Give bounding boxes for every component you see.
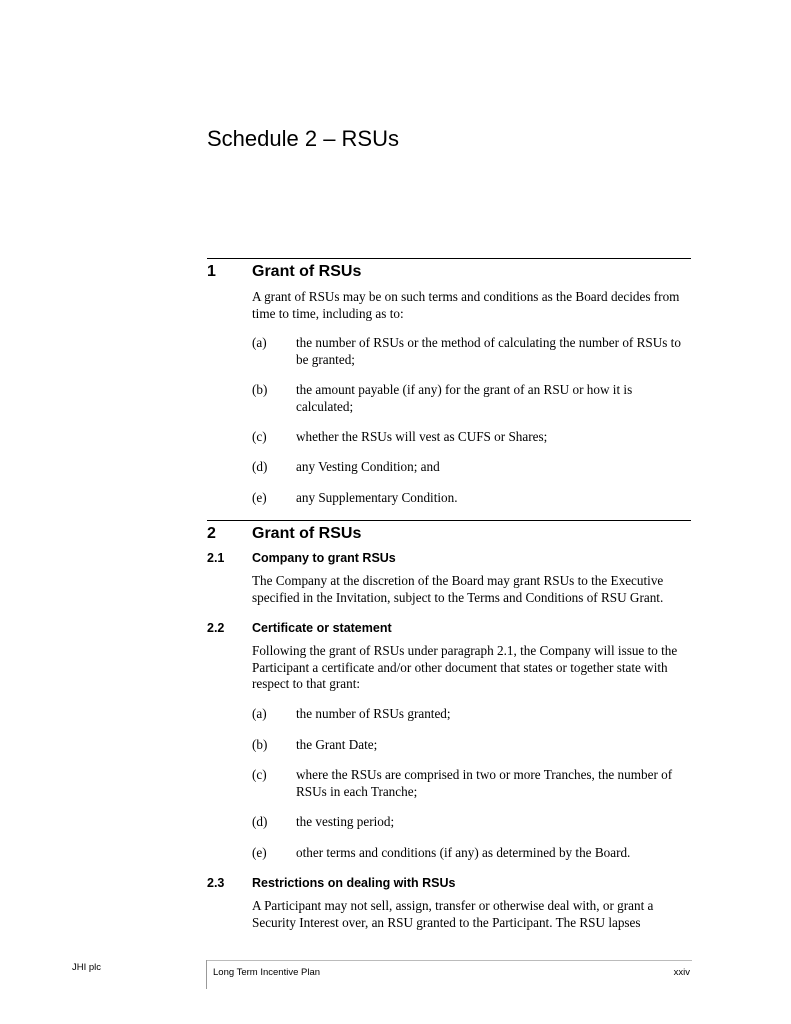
section-1-item-text: the number of RSUs or the method of calculating the number of RSUs to be granted; [296,335,681,367]
subsection-2-2-item-label: (e) [252,845,267,860]
subsection-2-2-item-label: (b) [252,737,268,752]
section-1-item-text: the amount payable (if any) for the grant of an RSU or how it is calculated; [296,382,633,414]
subsection-2-1-number: 2.1 [207,551,225,565]
subsection-2-3-number: 2.3 [207,876,225,890]
subsection-2-1-text: The Company at the discretion of the Board may grant RSUs to the Executive specified in the Invitation, subject to the Terms and Conditions of RSU Grant. [252,573,664,605]
subsection-2-2-item-label: (a) [252,706,267,721]
section-2-heading: Grant of RSUs [252,525,362,542]
subsection-2-2-item-text: other terms and conditions (if any) as determined by the Board. [296,845,631,860]
subsection-2-2-item-text: the Grant Date; [296,737,378,752]
footer-divider [206,960,207,989]
section-1-item-text: any Supplementary Condition. [296,490,458,505]
subsection-2-2-text: Following the grant of RSUs under paragraph 2.1, the Company will issue to the Participant a certificate and/or other document that states or together state with respect to that grant: [252,643,678,691]
section-1-item-label: (c) [252,429,267,444]
subsection-2-2-item-text: the vesting period; [296,814,395,829]
subsection-2-2-item-label: (d) [252,814,268,829]
section-1-item-label: (b) [252,382,268,397]
section-1-item-text: any Vesting Condition; and [296,459,440,474]
subsection-2-3-heading: Restrictions on dealing with RSUs [252,876,456,890]
section-1-item-text: whether the RSUs will vest as CUFS or Shares; [296,429,548,444]
schedule-title: Schedule 2 – RSUs [207,126,399,151]
section-1-item-label: (d) [252,459,268,474]
subsection-2-3-text: A Participant may not sell, assign, transfer or otherwise deal with, or grant a Security Interest over, an RSU granted to the Participant. The RSU lapses [252,898,654,930]
section-1-item-label: (a) [252,335,267,350]
footer-company: JHI plc [72,962,102,973]
section-1-heading: Grant of RSUs [252,263,362,280]
subsection-2-2-heading: Certificate or statement [252,621,392,635]
section-2-number: 2 [207,525,216,542]
section-1-rule [207,258,691,259]
subsection-2-1-heading: Company to grant RSUs [252,551,396,565]
subsection-2-2-item-label: (c) [252,767,267,782]
section-1-intro: A grant of RSUs may be on such terms and conditions as the Board decides from time to time, including as to: [252,289,680,321]
footer-document-title: Long Term Incentive Plan [213,967,321,978]
section-1-number: 1 [207,263,216,280]
footer-rule [206,960,692,961]
subsection-2-2-item-text: the number of RSUs granted; [296,706,451,721]
section-1-item-label: (e) [252,490,267,505]
section-2-rule [207,520,691,521]
subsection-2-2-number: 2.2 [207,621,225,635]
footer-page-number: xxiv [673,967,690,978]
subsection-2-2-item-text: where the RSUs are comprised in two or more Tranches, the number of RSUs in each Tranche; [296,767,673,799]
